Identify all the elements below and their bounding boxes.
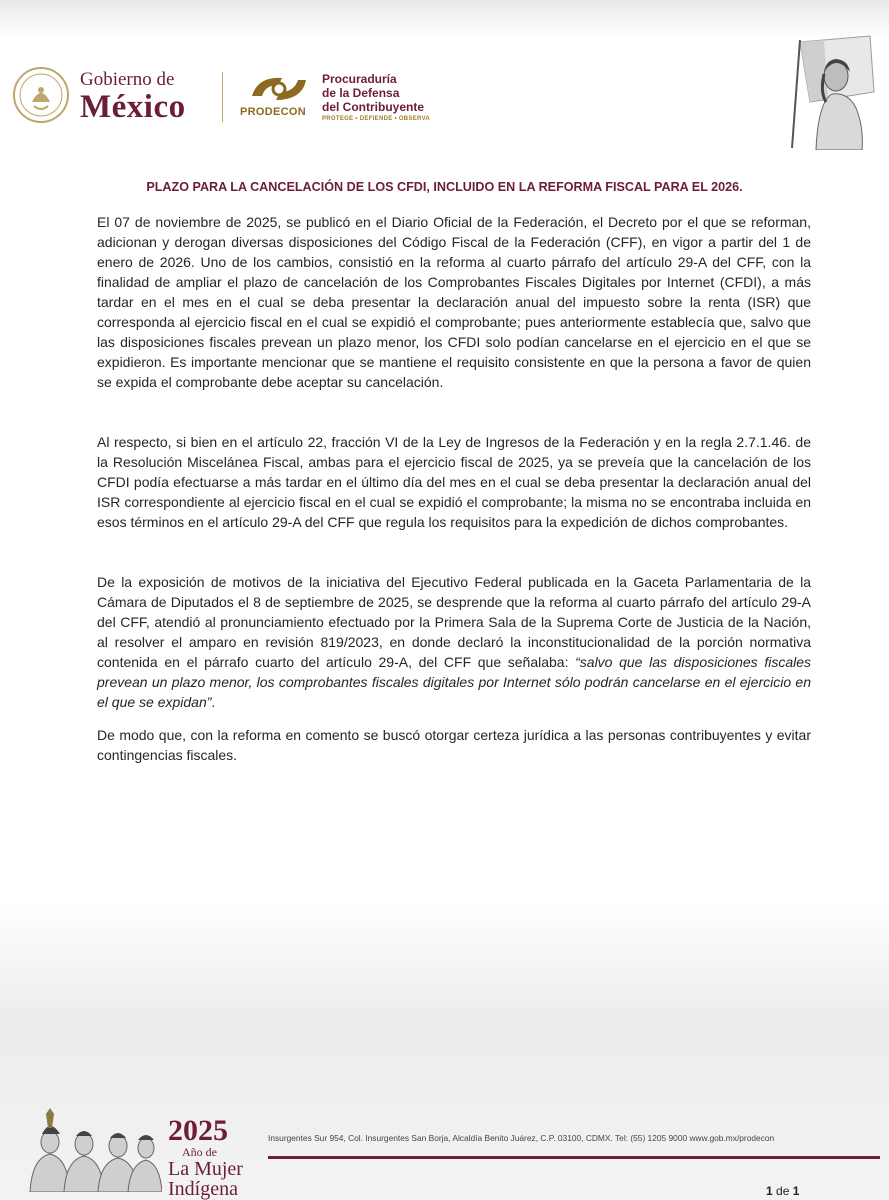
page-current: 1 — [766, 1184, 773, 1198]
paragraph-1: El 07 de noviembre de 2025, se publicó en el Diario Oficial de la Federación, el Decreto por el que se reforman, adicionan y derogan diversas disposiciones del Código Fiscal de la Federación (CFF), en vigor a partir del 1 de enero de 2026. Uno de los cambios, consistió en la reforma al cuarto párrafo del artículo 29-A del CFF, con la finalidad de ampliar el plazo de cancelación de los Comprobantes Fiscales Digitales por Internet (CFDI), a más tardar en el mes en el cual se deba presentar la declaración anual del impuesto sobre la renta (ISR) que corresponda al ejercicio fiscal en el cual se expidió el comprobante; pues anteriormente establecía que, salvo que las disposiciones fiscales prevean un plazo menor, los CFDI solo podían cancelarse en el ejercicio en el que se expidieron. Es importante mencionar que se mantiene el requisito consistente en que la persona a favor de quien se expida el comprobante debe aceptar su cancelación. — [97, 214, 811, 390]
prodecon-text — [322, 72, 430, 124]
indigenous-women-illustration — [28, 1108, 162, 1192]
prodecon-logo-icon — [248, 72, 310, 104]
gob-line1: Gobierno de — [80, 69, 175, 90]
paragraph-4: De modo que, con la reforma en comento se buscó otorgar certeza jurídica a las personas contribuyentes y evitar contingencias fiscales. — [97, 727, 811, 763]
prodecon-line2: de la Defensa — [322, 86, 400, 100]
gobierno-mexico-logo — [80, 70, 186, 124]
footer-line2: Año de — [182, 1145, 217, 1159]
prodecon-line1: Procuraduría — [322, 72, 397, 86]
footer-line3: La Mujer — [168, 1158, 243, 1180]
paragraph-3-text: De la exposición de motivos de la iniciativa del Ejecutivo Federal publicada en la Gaceta Parlamentaria de la Cámara de Diputados el 8 de septiembre de 2025, se desprende que la reforma al cuarto párrafo del artículo 29-A del CFF, atendió al pronunciamiento efectuado por la Primera Sala de la Suprema Corte de Justicia de la Nación, al resolver el amparo en revisión 819/2023, en donde declaró la inconstitucionalidad de la porción normativa contenida en el párrafo cuarto del artículo 29-A, del CFF que señalaba: — [97, 574, 811, 670]
indigenous-woman-flag-illustration — [770, 32, 878, 150]
paragraph-3 — [97, 572, 811, 712]
prodecon-line3: del Contribuyente — [322, 100, 425, 114]
paragraph-3-end: . — [211, 694, 216, 710]
page-separator: de — [772, 1184, 793, 1198]
footer-year: 2025 — [168, 1114, 228, 1147]
page-number — [766, 1184, 799, 1198]
document-title: PLAZO PARA LA CANCELACIÓN DE LOS CFDI, INCLUIDO EN LA REFORMA FISCAL PARA EL 2026. — [146, 180, 743, 194]
footer-year-title — [168, 1116, 243, 1199]
gob-line2: México — [80, 89, 186, 125]
header-background — [0, 0, 889, 40]
paragraph-2: Al respecto, si bien en el artículo 22, fracción VI de la Ley de Ingresos de la Federación y en la regla 2.7.1.46. de la Resolución Miscelánea Fiscal, ambas para el ejercicio fiscal de 2025, ya se preveía que la cancelación de los CFDI podía efectuarse a más tardar en el último día del mes en el cual se deba presentar la declaración anual del ISR correspondiente al ejercicio fiscal en el cual se expidió el comprobante; la misma no se encontraba incluida en esos términos en el artículo 29-A del CFF que regula los requisitos para la expedición de dichos comprobantes. — [97, 434, 811, 530]
prodecon-tagline: PROTEGE • DEFIENDE • OBSERVA — [322, 116, 431, 122]
mexico-seal-icon — [12, 66, 70, 124]
footer-address: Insurgentes Sur 954, Col. Insurgentes San Borja, Alcaldía Benito Juárez, C.P. 03100, CDMX. Tel: (55) 1205 9000 www.gob.mx/prodecon — [268, 1133, 775, 1143]
footer-divider — [268, 1156, 880, 1159]
page-total: 1 — [792, 1184, 800, 1198]
prodecon-name: PRODECON — [240, 106, 306, 118]
header-divider — [222, 72, 223, 122]
footer-line4: Indígena — [168, 1178, 238, 1200]
paragraph-3-quote: “salvo que las disposiciones fiscales prevean un plazo menor, los comprobantes fiscales digitales por Internet sólo podrán cancelarse en el ejercicio en el que se expidan” — [97, 654, 812, 710]
